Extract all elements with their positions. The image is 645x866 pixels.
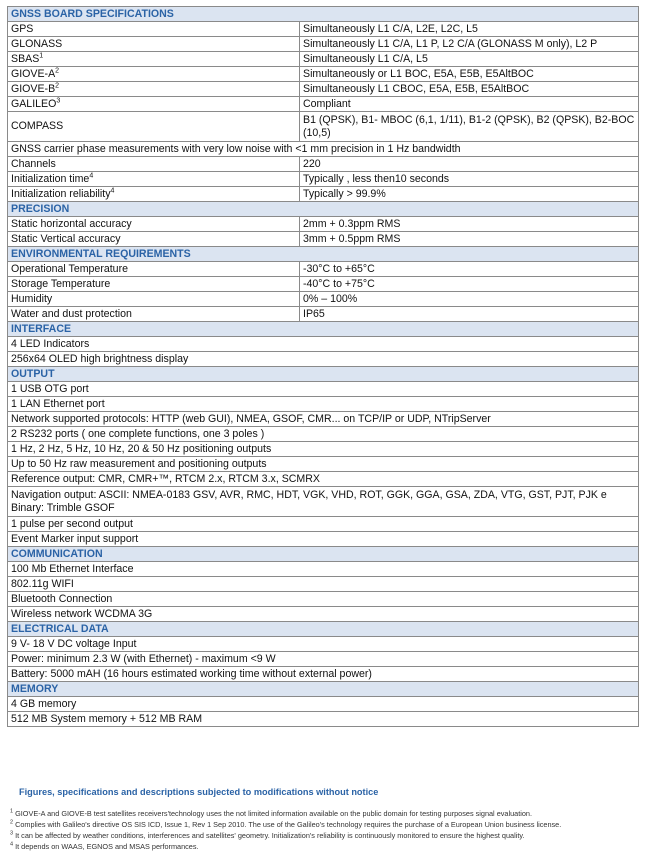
spec-row <box>8 112 639 142</box>
spec-value: -30°C to +65°C <box>300 262 639 277</box>
spec-text: 4 LED Indicators <box>8 337 639 352</box>
spec-label: Storage Temperature <box>11 277 111 290</box>
spec-label-cell <box>8 67 300 82</box>
spec-label: Humidity <box>11 292 53 305</box>
footnote <box>10 830 640 841</box>
spec-value: -40°C to +75°C <box>300 277 639 292</box>
section-header-row <box>8 547 639 562</box>
footnote-reference: 1 <box>39 51 44 59</box>
spec-row <box>8 697 639 712</box>
section-header-row <box>8 7 639 22</box>
spec-row <box>8 442 639 457</box>
spec-label-cell <box>8 112 300 142</box>
spec-label: Static horizontal accuracy <box>11 217 132 230</box>
section-title: OUTPUT <box>8 367 639 382</box>
spec-text: Network supported protocols: HTTP (web GUI), NMEA, GSOF, CMR... on TCP/IP or UDP, NTripServer <box>8 412 639 427</box>
footnote <box>10 819 640 830</box>
spec-value: 3mm + 0.5ppm RMS <box>300 232 639 247</box>
section-title: PRECISION <box>8 202 639 217</box>
spec-row <box>8 217 639 232</box>
spec-value: 220 <box>300 157 639 172</box>
spec-value: Typically , less then10 seconds <box>300 172 639 187</box>
spec-value: Simultaneously L1 C/A, L2E, L2C, L5 <box>300 22 639 37</box>
spec-text: Power: minimum 2.3 W (with Ethernet) - maximum <9 W <box>8 652 639 667</box>
spec-row <box>8 352 639 367</box>
spec-value: 0% – 100% <box>300 292 639 307</box>
spec-value: Simultaneously L1 C/A, L5 <box>300 52 639 67</box>
spec-label: Static Vertical accuracy <box>11 232 121 245</box>
spec-label-cell <box>8 187 300 202</box>
footnotes <box>10 808 640 852</box>
spec-label: Operational Temperature <box>11 262 128 275</box>
spec-row <box>8 37 639 52</box>
spec-label-cell <box>8 97 300 112</box>
spec-row <box>8 397 639 412</box>
section-title: ENVIRONMENTAL REQUIREMENTS <box>8 247 639 262</box>
footnote-text: It can be affected by weather conditions, interferences and satellites' geometry. Initialization's reliability is continuously monitored to ensure the highest quality. <box>15 831 525 840</box>
spec-row <box>8 562 639 577</box>
footnote-reference: 3 <box>56 96 61 104</box>
footnote-reference: 2 <box>55 81 60 89</box>
spec-text: 9 V- 18 V DC voltage Input <box>8 637 639 652</box>
spec-row <box>8 262 639 277</box>
spec-row <box>8 232 639 247</box>
spec-text: 4 GB memory <box>8 697 639 712</box>
spec-value: Typically > 99.9% <box>300 187 639 202</box>
spec-text: Bluetooth Connection <box>8 592 639 607</box>
footnote-text: It depends on WAAS, EGNOS and MSAS performances. <box>15 842 199 851</box>
spec-row <box>8 652 639 667</box>
spec-label-cell <box>8 217 300 232</box>
spec-text: Wireless network WCDMA 3G <box>8 607 639 622</box>
spec-row <box>8 412 639 427</box>
spec-label-cell <box>8 37 300 52</box>
spec-label-cell <box>8 232 300 247</box>
spec-label: SBAS <box>11 52 40 65</box>
spec-text: 512 MB System memory + 512 MB RAM <box>8 712 639 727</box>
spec-label-cell <box>8 307 300 322</box>
spec-label: GLONASS <box>11 37 63 50</box>
section-header-row <box>8 682 639 697</box>
footnote-reference: 2 <box>55 66 60 74</box>
section-header-row <box>8 622 639 637</box>
section-header-row <box>8 247 639 262</box>
spec-text: Up to 50 Hz raw measurement and positioning outputs <box>8 457 639 472</box>
specifications-table-body <box>8 7 639 727</box>
footnote-reference: 4 <box>89 171 94 179</box>
spec-row <box>8 427 639 442</box>
spec-text: 256x64 OLED high brightness display <box>8 352 639 367</box>
spec-row <box>8 277 639 292</box>
spec-row <box>8 292 639 307</box>
spec-label: Channels <box>11 157 56 170</box>
spec-text: 2 RS232 ports ( one complete functions, one 3 poles ) <box>8 427 639 442</box>
section-title: COMMUNICATION <box>8 547 639 562</box>
spec-row <box>8 487 639 517</box>
footnote-number: 4 <box>10 841 14 848</box>
section-title: ELECTRICAL DATA <box>8 622 639 637</box>
spec-row <box>8 22 639 37</box>
footnote-number: 1 <box>10 808 14 815</box>
footnote-number: 3 <box>10 830 14 837</box>
spec-label-cell <box>8 262 300 277</box>
spec-label-cell <box>8 157 300 172</box>
spec-row <box>8 82 639 97</box>
spec-row <box>8 592 639 607</box>
footnote-number: 2 <box>10 819 14 826</box>
spec-label-cell <box>8 292 300 307</box>
spec-row <box>8 307 639 322</box>
spec-label: Initialization reliability <box>11 187 111 200</box>
spec-text: GNSS carrier phase measurements with very low noise with <1 mm precision in 1 Hz bandwidth <box>8 142 639 157</box>
footnote-text: Complies with Galileo's directive OS SIS ICD, Issue 1, Rev 1 Sep 2010. The use of the Galileo's technology requires the purchase of a European Union business license. <box>15 820 562 829</box>
specifications-table <box>7 6 639 727</box>
spec-row <box>8 607 639 622</box>
spec-text: 1 LAN Ethernet port <box>8 397 639 412</box>
spec-text: 1 pulse per second output <box>8 517 639 532</box>
spec-value: IP65 <box>300 307 639 322</box>
spec-text: Navigation output: ASCII: NMEA-0183 GSV, AVR, RMC, HDT, VGK, VHD, ROT, GGK, GGA, GSA, ZDA, VTG, GST, PJT, PJK e Binary: Trimble GSOF <box>8 487 639 517</box>
spec-value: Simultaneously or L1 BOC, E5A, E5B, E5AltBOC <box>300 67 639 82</box>
spec-value: Simultaneously L1 CBOC, E5A, E5B, E5AltBOC <box>300 82 639 97</box>
spec-row <box>8 172 639 187</box>
spec-row <box>8 52 639 67</box>
spec-label: GIOVE-A <box>11 67 56 80</box>
spec-label: GIOVE-B <box>11 82 56 95</box>
footnote-text: GIOVE-A and GIOVE-B test satellites receivers'technology uses the not limited information available on the public domain for testing purposes signal evaluation. <box>15 809 533 818</box>
spec-text: 100 Mb Ethernet Interface <box>8 562 639 577</box>
spec-text: 1 USB OTG port <box>8 382 639 397</box>
spec-text: Reference output: CMR, CMR+™, RTCM 2.x, RTCM 3.x, SCMRX <box>8 472 639 487</box>
section-header-row <box>8 367 639 382</box>
spec-row <box>8 157 639 172</box>
spec-value: Simultaneously L1 C/A, L1 P, L2 C/A (GLONASS M only), L2 P <box>300 37 639 52</box>
footnote <box>10 808 640 819</box>
spec-label-cell <box>8 22 300 37</box>
spec-row <box>8 67 639 82</box>
spec-label-cell <box>8 82 300 97</box>
spec-row <box>8 517 639 532</box>
spec-row <box>8 532 639 547</box>
spec-value: Compliant <box>300 97 639 112</box>
spec-label: Initialization time <box>11 172 90 185</box>
spec-row <box>8 577 639 592</box>
spec-label: COMPASS <box>11 120 64 132</box>
spec-label: Water and dust protection <box>11 307 132 320</box>
spec-row <box>8 667 639 682</box>
spec-text: 802.11g WIFI <box>8 577 639 592</box>
spec-row <box>8 712 639 727</box>
footnote-reference: 4 <box>110 186 115 194</box>
spec-text: 1 Hz, 2 Hz, 5 Hz, 10 Hz, 20 & 50 Hz positioning outputs <box>8 442 639 457</box>
spec-row <box>8 187 639 202</box>
spec-text: Event Marker input support <box>8 532 639 547</box>
spec-row <box>8 97 639 112</box>
section-title: INTERFACE <box>8 322 639 337</box>
section-header-row <box>8 322 639 337</box>
spec-label-cell <box>8 52 300 67</box>
footnote <box>10 841 640 852</box>
spec-label-cell <box>8 172 300 187</box>
section-title: MEMORY <box>8 682 639 697</box>
spec-row <box>8 472 639 487</box>
spec-label-cell <box>8 277 300 292</box>
spec-value: B1 (QPSK), B1- MBOC (6,1, 1/11), B1-2 (QPSK), B2 (QPSK), B2-BOC (10,5) <box>300 112 639 142</box>
spec-row <box>8 457 639 472</box>
spec-row <box>8 382 639 397</box>
spec-text: Battery: 5000 mAH (16 hours estimated working time without external power) <box>8 667 639 682</box>
spec-row <box>8 142 639 157</box>
section-title: GNSS BOARD SPECIFICATIONS <box>8 7 639 22</box>
spec-row <box>8 337 639 352</box>
spec-label: GPS <box>11 22 34 35</box>
spec-label: GALILEO <box>11 97 57 110</box>
spec-row <box>8 637 639 652</box>
modification-notice: Figures, specifications and descriptions subjected to modifications without notice <box>19 787 379 797</box>
section-header-row <box>8 202 639 217</box>
spec-value: 2mm + 0.3ppm RMS <box>300 217 639 232</box>
